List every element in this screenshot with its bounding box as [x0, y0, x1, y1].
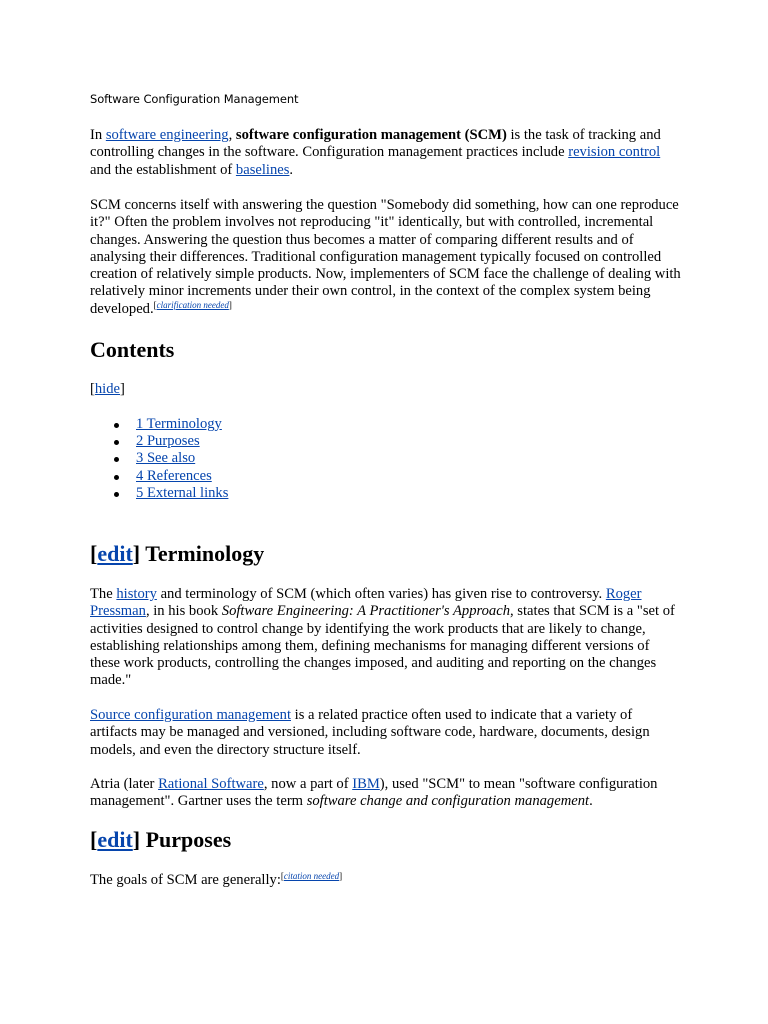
toc-link-purposes[interactable]: 2 Purposes — [136, 433, 200, 450]
intro-text-1: is the task of tracking and controlling changes in the software. Configuration management practices include — [90, 127, 661, 161]
term-p1-the: The — [90, 586, 113, 602]
note-bracket-close: ] — [228, 299, 232, 310]
intro-in-text: In — [90, 127, 103, 143]
toc-hide-toggle — [90, 381, 125, 398]
purposes-text: The goals of SCM are generally: — [90, 872, 281, 888]
terminology-heading — [90, 541, 264, 567]
term-p1-text-3: , states that SCM is a "set of activities designed to control change by identifying the work products that are likely to change, establishing relationships among them, defining mechanisms for managing different versions of these work products, controlling the changes imposed, and auditing and reporting on the changes made." — [90, 603, 675, 689]
scm-change-term: software change and configuration management — [306, 793, 590, 810]
terminology-paragraph-3 — [90, 776, 682, 811]
document-title: Software Configuration Management — [90, 92, 299, 106]
purposes-title: Purposes — [145, 827, 232, 852]
toc-link-external-links[interactable]: 5 External links — [136, 484, 229, 501]
intro-comma: , — [228, 127, 233, 143]
toc-link-see-also[interactable]: 3 See also — [136, 450, 196, 467]
terminology-title: Terminology — [145, 541, 265, 566]
term-p2-text: is a related practice often used to indicate that a variety of artifacts may be managed and versioned, including software code, hardware, documents, design models, and even the directory structure itself. — [90, 707, 650, 758]
edit-bracket-open: [ — [90, 541, 98, 566]
term-p1-text-1: and terminology of SCM (which often varies) has given rise to controversy. — [160, 586, 603, 602]
clarification-note — [154, 300, 232, 310]
edit-terminology-link[interactable]: edit — [97, 541, 133, 566]
toc-item — [90, 485, 228, 502]
edit-purposes-link[interactable]: edit — [97, 827, 133, 852]
edit-bracket-close: ] — [132, 541, 141, 566]
hide-bracket-open: [ — [90, 381, 95, 397]
link-software-engineering[interactable]: software engineering — [105, 127, 229, 143]
purposes-heading — [90, 827, 231, 853]
toc-link-terminology[interactable]: 1 Terminology — [136, 416, 222, 432]
intro-text-2: and the establishment of — [90, 161, 233, 178]
link-citation-needed[interactable]: citation needed — [283, 871, 340, 881]
note-bracket-close: ] — [339, 871, 343, 881]
bullet-icon — [114, 457, 119, 462]
toc-link-references[interactable]: 4 References — [136, 467, 212, 484]
link-rational-software[interactable]: Rational Software — [158, 776, 264, 792]
term-p3-text-4: . — [589, 793, 593, 810]
intro-period: . — [289, 161, 294, 178]
link-clarification-needed[interactable]: clarification needed — [156, 299, 229, 310]
edit-bracket-open: [ — [90, 827, 98, 852]
scm-concerns-text: SCM concerns itself with answering the question "Somebody did something, how can one reproduce it?" Often the problem involves not reproducing "it" identically, but with controlled, incremental changes. Answering the question thus becomes a matter of comparing different results and of analysing their differences. Traditional configuration management typically focused on controlled creation of relatively simple products. Now, implementers of SCM face the challenge of dealing with relatively minor increments under their own control, in the context of the complex system being developed. — [90, 197, 681, 317]
note-bracket-open: [ — [280, 871, 284, 881]
toc-item — [90, 450, 228, 467]
toc-item — [90, 433, 228, 450]
bullet-icon — [114, 440, 119, 445]
link-source-configuration-management[interactable]: Source configuration management — [90, 707, 291, 723]
link-baselines[interactable]: baselines — [235, 161, 290, 178]
book-title: Software Engineering: A Practitioner's Approach — [221, 603, 510, 620]
link-history[interactable]: history — [116, 586, 157, 602]
scm-concerns-paragraph — [90, 197, 682, 318]
term-p3-text-1: Atria (later — [90, 776, 155, 792]
term-p3-text-2: , now a part of — [263, 776, 349, 792]
link-revision-control[interactable]: revision control — [568, 144, 661, 161]
note-bracket-open: [ — [153, 299, 157, 310]
term-p1-text-2: , in his book — [145, 603, 219, 620]
citation-note — [281, 871, 342, 881]
term-p3-text-3: ), used "SCM" to mean "software configuration management". Gartner uses the term — [90, 776, 658, 810]
link-ibm[interactable]: IBM — [352, 776, 380, 792]
edit-bracket-close: ] — [132, 827, 141, 852]
contents-heading: Contents — [90, 337, 175, 362]
toc-list — [90, 416, 228, 502]
terminology-paragraph-1 — [90, 586, 682, 690]
toc-item — [90, 468, 228, 485]
terminology-paragraph-2 — [90, 707, 682, 759]
intro-paragraph — [90, 127, 682, 179]
purposes-paragraph — [90, 872, 682, 889]
scm-term-bold: software configuration management (SCM) — [235, 127, 507, 143]
toc-item — [90, 416, 228, 433]
bullet-icon — [114, 492, 119, 497]
link-roger-pressman[interactable]: Roger Pressman — [90, 586, 642, 620]
link-hide[interactable]: hide — [94, 381, 121, 397]
bullet-icon — [114, 475, 119, 480]
hide-bracket-close: ] — [120, 381, 125, 397]
bullet-icon — [114, 423, 119, 428]
